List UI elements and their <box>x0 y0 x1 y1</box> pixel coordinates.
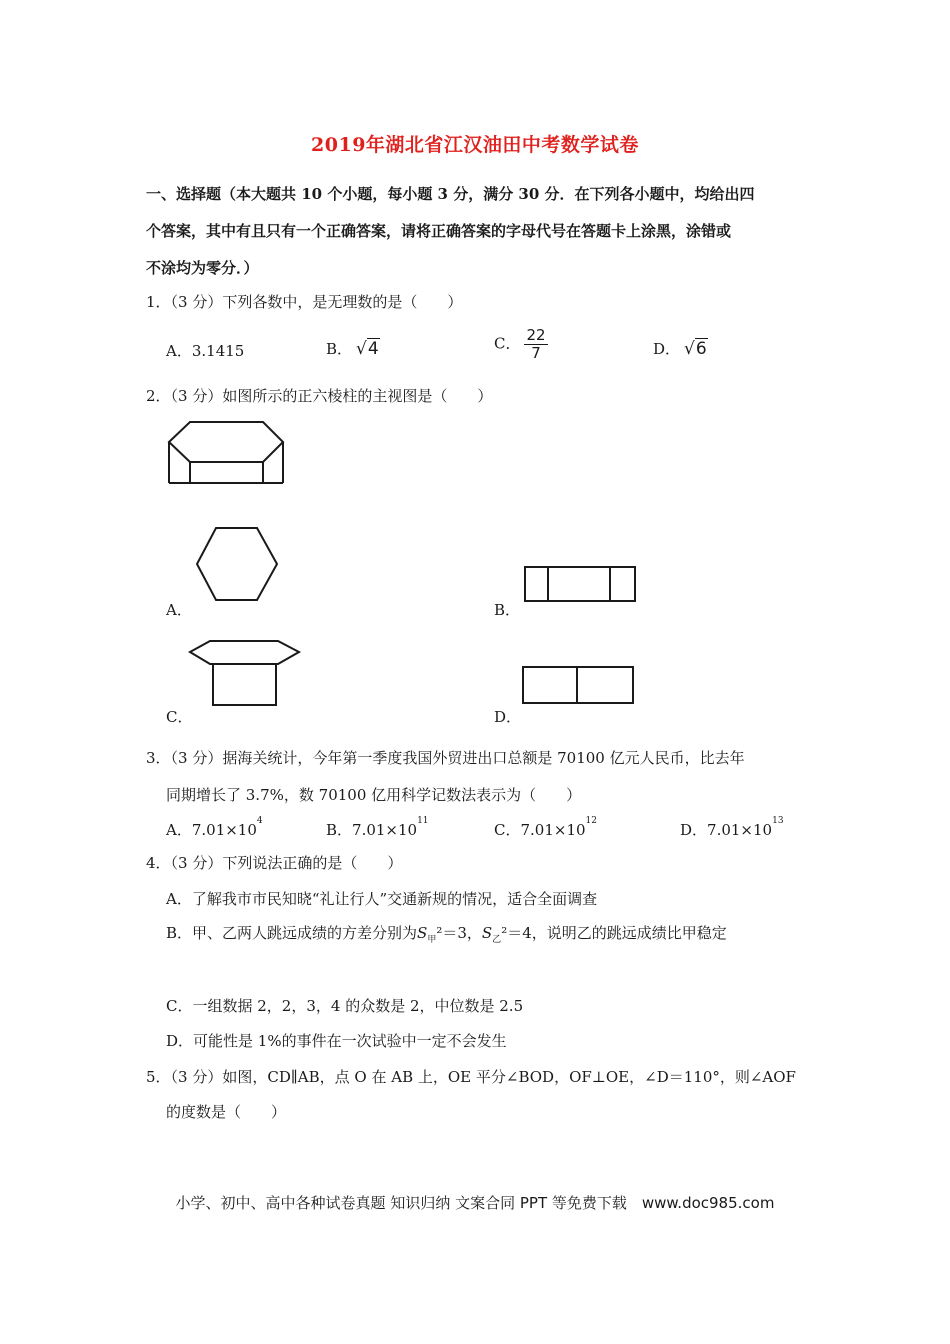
exam-title: 2019年湖北省江汉油田中考数学试卷 <box>311 134 639 156</box>
q1-option-a: A．3.1415 <box>166 342 245 360</box>
section1-line3: 不涂均为零分．） <box>146 259 259 277</box>
q3-option-c <box>494 816 597 840</box>
q3-option-a-exponent: 4 <box>256 816 263 826</box>
q5-line2: 的度数是（ ） <box>166 1103 287 1121</box>
q1-option-d <box>653 338 708 359</box>
q3-line1: 3．（3 分）据海关统计，今年第一季度我国外贸进出口总额是 70100 亿元人民币，比去年 <box>146 749 745 767</box>
q1-option-c-numerator: 22 <box>526 326 546 344</box>
q2-option-c-label: C． <box>166 708 193 726</box>
q5-line1: 5．（3 分）如图，CD∥AB，点 O 在 AB 上，OE 平分∠BOD，OF⊥OE，∠D＝110°，则∠AOF <box>146 1068 796 1086</box>
q1-option-d-radicand: 6 <box>695 339 707 359</box>
q3-option-a-base: A．7.01×10 <box>166 821 257 839</box>
page-footer: 小学、初中、高中各种试卷真题 知识归纳 文案合同 PPT 等免费下载 www.doc985.com <box>175 1194 775 1212</box>
q2-option-b-label: B． <box>494 601 521 619</box>
q4-option-b <box>166 922 727 945</box>
q2-stem: 2．（3 分）如图所示的正六棱柱的主视图是（ ） <box>146 387 493 405</box>
section1-line2: 个答案，其中有且只有一个正确答案，请将正确答案的字母代号在答题卡上涂黑，涂错或 <box>146 222 732 240</box>
q2-figure-c-hexagon-on-rectangle <box>189 640 301 706</box>
q2-option-a-label: A． <box>166 601 192 619</box>
sqrt-symbol: √4 <box>356 339 379 359</box>
q2-option-d-label: D． <box>494 708 522 726</box>
q1-option-c <box>494 327 548 362</box>
q3-option-b-exponent: 11 <box>417 816 429 826</box>
q4-option-d: D．可能性是 1%的事件在一次试验中一定不会发生 <box>166 1032 507 1050</box>
q4-option-b-eq2: ²＝4，说明乙的跳远成绩比甲稳定 <box>501 924 727 942</box>
q3-option-b-base: B．7.01×10 <box>326 821 418 839</box>
q2-figure-d-two-rectangles <box>522 666 634 704</box>
q1-option-c-label: C． <box>494 334 521 353</box>
q1-option-b <box>326 338 380 359</box>
hexagonal-prism-figure <box>168 420 284 486</box>
q1-option-c-denominator: 7 <box>531 344 541 362</box>
q1-stem: 1．（3 分）下列各数中，是无理数的是（ ） <box>146 293 463 311</box>
q3-option-a <box>166 816 263 840</box>
variance-symbol: S <box>417 924 428 942</box>
q3-option-d-exponent: 13 <box>772 816 784 826</box>
section1-line1: 一、选择题（本大题共 10 个小题，每小题 3 分，满分 30 分．在下列各小题中，均给出四 <box>146 185 755 203</box>
q3-option-d <box>680 816 784 840</box>
q3-option-c-exponent: 12 <box>585 816 597 826</box>
q4-stem: 4．（3 分）下列说法正确的是（ ） <box>146 854 403 872</box>
sqrt-symbol: √6 <box>684 339 707 359</box>
q1-option-c-fraction <box>524 327 547 362</box>
q4-option-c: C．一组数据 2，2，3，4 的众数是 2，中位数是 2.5 <box>166 997 524 1015</box>
q4-option-b-prefix: B．甲、乙两人跳远成绩的方差分别为 <box>166 924 418 942</box>
q1-option-d-label: D． <box>653 340 681 358</box>
q3-option-b <box>326 816 429 840</box>
q3-line2: 同期增长了 3.7%，数 70100 亿用科学记数法表示为（ ） <box>166 786 582 804</box>
q1-option-b-label: B． <box>326 340 353 358</box>
q4-option-a: A．了解我市市民知晓“礼让行人”交通新规的情况，适合全面调查 <box>166 890 598 908</box>
q2-figure-b-three-rectangles <box>524 566 636 602</box>
q3-option-d-base: D．7.01×10 <box>680 821 773 839</box>
subscript-yi: 乙 <box>492 935 502 945</box>
q3-option-c-base: C．7.01×10 <box>494 821 586 839</box>
q2-figure-a-hexagon <box>196 527 278 601</box>
variance-symbol: S <box>481 924 493 942</box>
subscript-jia: 甲 <box>427 935 437 945</box>
q4-option-b-eq1: ²＝3， <box>436 924 482 942</box>
q1-option-b-radicand: 4 <box>367 339 379 359</box>
